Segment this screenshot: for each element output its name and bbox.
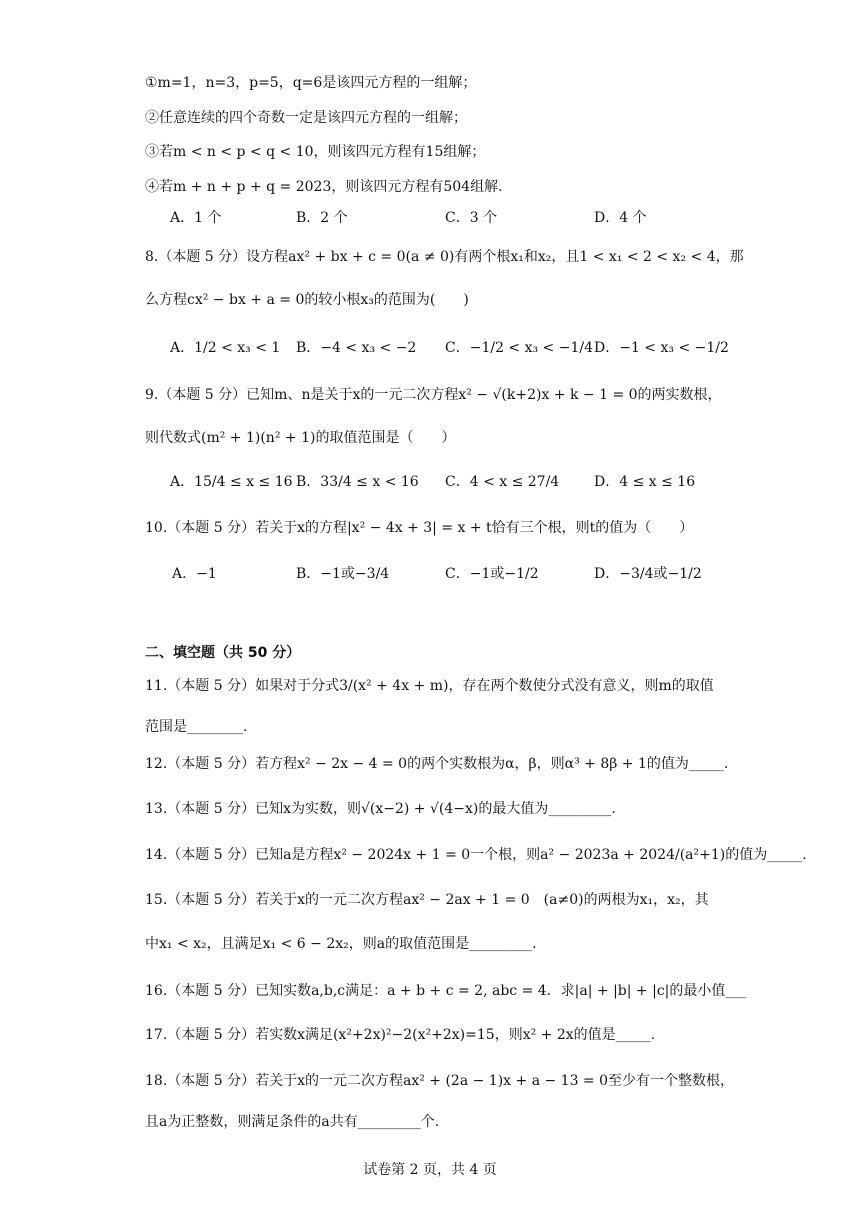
q8-line-2: 么方程cx² − bx + a = 0的较小根x₃的范围为( ): [145, 292, 469, 308]
q7-statement-3: ③若m < n < p < q < 10，则该四元方程有15组解；: [145, 144, 486, 160]
q8-option-b: B．−4 < x₃ < −2: [296, 340, 417, 356]
q8-option-d: D．−1 < x₃ < −1/2: [594, 340, 729, 356]
q9-line-2: 则代数式(m² + 1)(n² + 1)的取值范围是（ ）: [145, 430, 456, 446]
q7-statement-4: ④若m + n + p + q = 2023，则该四元方程有504组解.: [145, 179, 503, 195]
q7-option-b: B．2 个: [296, 210, 348, 226]
q11-line-2: 范围是________.: [145, 719, 248, 735]
q17-line: 17.（本题 5 分）若实数x满足(x²+2x)²−2(x²+2x)=15，则x² + 2x的值是_____.: [145, 1027, 656, 1043]
q9-option-c: C．4 < x ≤ 27/4: [445, 474, 560, 490]
q10-option-a: A．−1: [172, 566, 217, 582]
q18-line-1: 18.（本题 5 分）若关于x的一元二次方程ax² + (2a − 1)x + a − 13 = 0至少有一个整数根，: [145, 1073, 735, 1089]
q7-option-a: A．1 个: [170, 210, 222, 226]
q8-option-a: A．1/2 < x₃ < 1: [170, 340, 281, 356]
q14-line: 14.（本题 5 分）已知a是方程x² − 2024x + 1 = 0一个根，则a² − 2023a + 2024/(a²+1)的值为_____.: [145, 847, 807, 863]
q15-line-2: 中x₁ < x₂，且满足x₁ < 6 − 2x₂，则a的取值范围是_________.: [145, 936, 537, 952]
q11-line-1: 11.（本题 5 分）如果对于分式3/(x² + 4x + m)，存在两个数使分式没有意义，则m的取值: [145, 678, 714, 694]
q18-line-2: 且a为正整数，则满足条件的a共有_________个.: [145, 1114, 440, 1130]
q7-option-d: D．4 个: [594, 210, 647, 226]
q10-line-1: 10.（本题 5 分）若关于x的方程|x² − 4x + 3| = x + t恰有三个根，则t的值为（ ）: [145, 520, 694, 536]
q10-option-b: B．−1或−3/4: [296, 566, 390, 582]
q16-line: 16.（本题 5 分）已知实数a,b,c满足：a + b + c = 2, abc = 4．求|a| + |b| + |c|的最小值___: [145, 983, 747, 999]
q12-line: 12.（本题 5 分）若方程x² − 2x − 4 = 0的两个实数根为α，β，则α³ + 8β + 1的值为_____.: [145, 756, 729, 772]
q7-statement-2: ②任意连续的四个奇数一定是该四元方程的一组解；: [145, 110, 467, 126]
q9-line-1: 9.（本题 5 分）已知m、n是关于x的一元二次方程x² − √(k+2)x + k − 1 = 0的两实数根，: [145, 387, 722, 403]
q15-line-1: 15.（本题 5 分）若关于x的一元二次方程ax² − 2ax + 1 = 0 (a≠0)的两根为x₁，x₂，其: [145, 892, 709, 908]
q7-option-c: C．3 个: [445, 210, 498, 226]
q10-option-c: C．−1或−1/2: [445, 566, 539, 582]
page-footer: 试卷第 2 页，共 4 页: [363, 1162, 497, 1178]
q9-option-a: A．15/4 ≤ x ≤ 16: [170, 474, 293, 490]
q8-option-c: C．−1/2 < x₃ < −1/4: [445, 340, 594, 356]
q13-line: 13.（本题 5 分）已知x为实数，则√(x−2) + √(4−x)的最大值为_________.: [145, 801, 616, 817]
section-heading-fill-blank: 二、填空题（共 50 分）: [145, 645, 301, 661]
q9-option-d: D．4 ≤ x ≤ 16: [594, 474, 696, 490]
q9-option-b: B．33/4 ≤ x < 16: [296, 474, 419, 490]
q8-line-1: 8.（本题 5 分）设方程ax² + bx + c = 0(a ≠ 0)有两个根x₁和x₂，且1 < x₁ < 2 < x₂ < 4，那: [145, 249, 744, 265]
q10-option-d: D．−3/4或−1/2: [594, 566, 702, 582]
q7-statement-1: ①m=1，n=3，p=5，q=6是该四元方程的一组解；: [145, 75, 477, 91]
